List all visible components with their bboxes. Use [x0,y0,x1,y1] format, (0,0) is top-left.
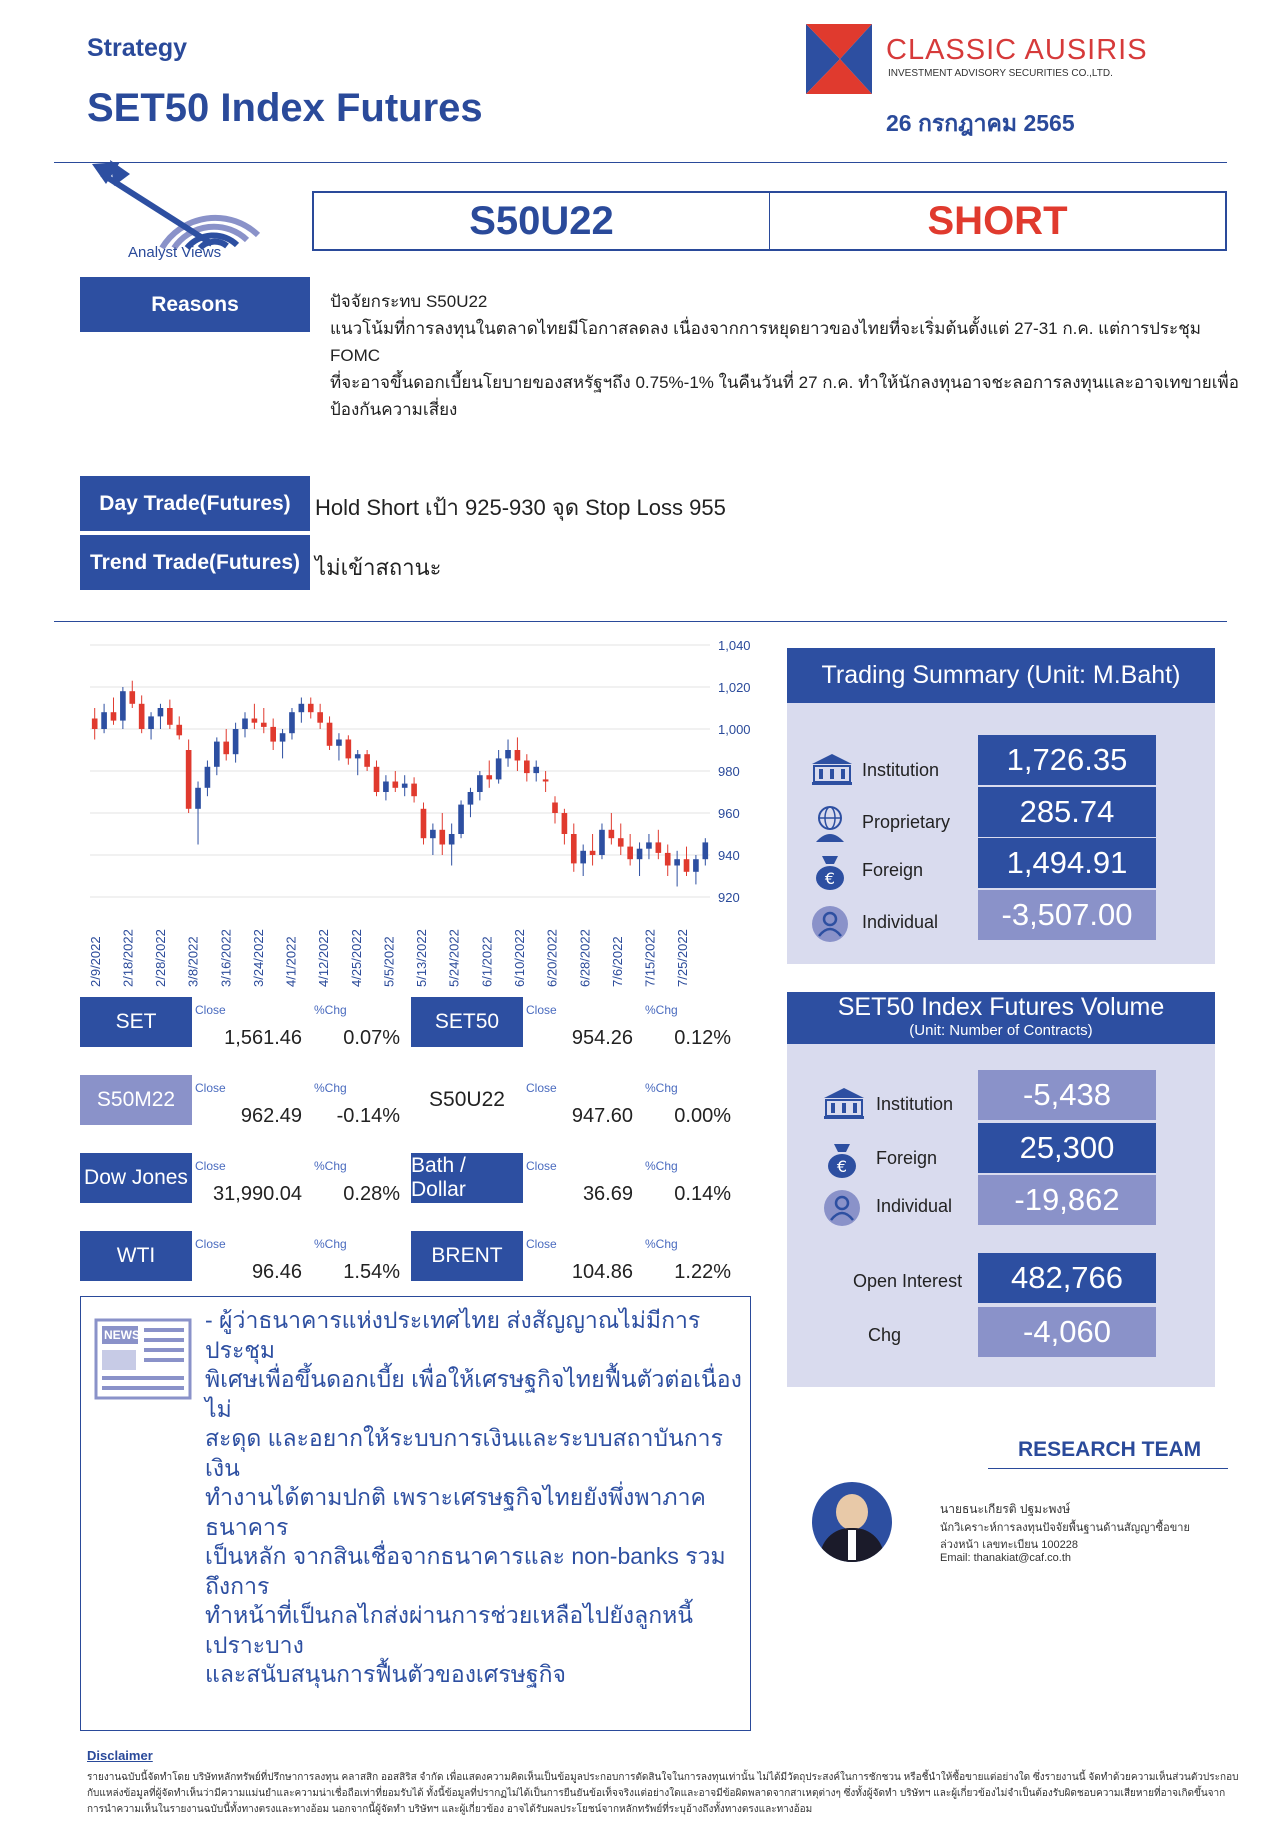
candle-body [111,712,117,720]
reasons-line: แนวโน้มที่การลงทุนในตลาดไทยมีโอกาสลดลง เนื่องจากการหยุดยาวของไทยที่จะเริ่มต้นตั้งแต่ 27-31 ก.ค. แต่การประชุม FOMC [330,319,1201,365]
x-tick-label: 3/8/2022 [185,936,201,987]
row-label: Institution [876,1094,954,1114]
close-label: Close [195,1003,226,1017]
candle-body [515,750,521,761]
market-chg: 0.28% [343,1183,400,1205]
analyst-role: นักวิเคราะห์การลงทุนปัจจัยพื้นฐานด้านสัญญาซื้อขาย [940,1522,1190,1534]
x-tick-label: 2/9/2022 [87,936,103,987]
y-tick-label: 1,020 [718,680,751,695]
company-name: CLASSIC AUSIRIS [886,34,1148,66]
reasons-line: ป้องกันความเสี่ยง [330,400,458,419]
close-label: Close [526,1159,557,1173]
x-tick-label: 6/1/2022 [479,936,495,987]
disclaimer-title: Disclaimer [87,1748,153,1763]
candle-body [158,708,164,716]
news-line: สะดุด และอยากให้ระบบการเงินและระบบสถาบันการเงิน [205,1425,723,1481]
signal-box [312,191,1227,251]
chg-label: %Chg [314,1237,347,1251]
market-chg: 0.07% [343,1027,400,1049]
news-line: และสนับสนุนการฟื้นตัวของเศรษฐกิจ [205,1661,567,1687]
candle-body [684,859,690,872]
report-date: 26 กรกฎาคม 2565 [886,110,1075,136]
market-name: BRENT [411,1231,523,1281]
candle-body [139,704,145,729]
market-close: 104.86 [571,1261,633,1283]
y-tick-label: 920 [718,890,740,905]
candle-body [674,859,680,865]
close-label: Close [526,1237,557,1251]
candle-body [214,742,220,767]
candle-body [195,788,201,809]
x-tick-label: 7/15/2022 [642,929,658,987]
x-tick-label: 6/20/2022 [544,929,560,987]
news-icon-label: NEWS [104,1328,140,1342]
y-tick-label: 960 [718,806,740,821]
candle-body [618,838,624,846]
x-tick-label: 2/28/2022 [153,929,169,987]
news-line: ทำงานได้ตามปกติ เพราะเศรษฐกิจไทยยังพึ่งพาภาคธนาคาร [205,1484,706,1540]
market-close: 1,561.46 [224,1027,302,1049]
candle-body [252,719,258,723]
candle-body [421,809,427,838]
candle-body [543,779,549,781]
market-close: 947.60 [571,1105,633,1127]
y-tick-label: 1,040 [718,638,751,653]
x-tick-label: 5/24/2022 [446,929,462,987]
x-tick-label: 7/25/2022 [675,929,691,987]
user-icon [822,1188,862,1233]
candle-body [411,784,417,797]
reasons-label: Reasons [80,277,310,332]
market-close: 31,990.04 [213,1183,302,1205]
bank-icon [810,752,854,791]
y-tick-label: 940 [718,848,740,863]
candle-body [374,767,380,792]
market-close: 96.46 [251,1261,302,1283]
signal-symbol: S50U22 [314,193,770,249]
signal-position: SHORT [927,198,1068,243]
euro-bag-icon [822,1140,862,1185]
divider [988,1468,1228,1469]
chg-label: %Chg [314,1003,347,1017]
news-line: พิเศษเพื่อขึ้นดอกเบี้ย เพื่อให้เศรษฐกิจไทยฟื้นตัวต่อเนื่อง ไม่ [205,1366,742,1422]
analyst-views-label: Analyst Views [128,244,222,261]
candle-body [355,754,361,758]
candle-body [468,792,474,805]
candle-body [637,849,643,860]
candle-body [129,691,135,704]
row-label: Proprietary [862,812,951,832]
market-name: Dow Jones [80,1153,192,1203]
y-tick-label: 980 [718,764,740,779]
candle-body [383,782,389,793]
market-chg: -0.14% [336,1105,400,1127]
candle-body [533,767,539,773]
market-name: Bath / Dollar [411,1153,523,1203]
open-interest-label: Open Interest [853,1271,963,1291]
candle-body [524,761,530,774]
market-close: 36.69 [582,1183,633,1205]
day-trade-value: Hold Short เป้า 925-930 จุด Stop Loss 955 [315,495,726,520]
candle-body [402,784,408,788]
chg-label: %Chg [645,1003,678,1017]
news-line: เป็นหลัก จากสินเชื่อจากธนาคารและ non-banks รวมถึงการ [205,1543,726,1599]
trend-trade-label: Trend Trade(Futures) [80,535,310,590]
candle-body [599,830,605,855]
candle-body [120,691,126,720]
row-value: -5,438 [978,1070,1156,1120]
candle-body [665,853,671,866]
y-tick-label: 1,000 [718,722,751,737]
candle-body [580,851,586,864]
candle-body [148,716,154,729]
analyst-license: ล่วงหน้า เลขทะเบียน 100228 [940,1539,1078,1551]
oi-chg-value: -4,060 [978,1307,1156,1357]
candle-body [477,775,483,792]
candle-body [186,750,192,809]
trading-summary-title: Trading Summary (Unit: M.Baht) [787,648,1215,703]
market-name: S50M22 [80,1075,192,1125]
market-chg: 0.14% [674,1183,731,1205]
candle-body [336,740,342,746]
row-value: 285.74 [978,787,1156,837]
analyst-email[interactable]: Email: thanakiat@caf.co.th [940,1552,1072,1564]
x-tick-label: 5/5/2022 [381,936,397,987]
row-label: Individual [876,1196,953,1216]
chg-label: %Chg [645,1237,678,1251]
market-name: SET [80,997,192,1047]
candle-body [205,767,211,788]
candle-body [505,750,511,758]
x-tick-label: 2/18/2022 [120,929,136,987]
candle-body [693,859,699,872]
chg-label: %Chg [645,1159,678,1173]
x-tick-label: 4/12/2022 [316,929,332,987]
x-tick-label: 3/16/2022 [218,929,234,987]
candle-body [223,742,229,755]
candle-body [233,729,239,754]
research-team-title: RESEARCH TEAM [1018,1438,1202,1461]
market-chg: 1.22% [674,1261,731,1283]
candle-body [299,704,305,712]
market-name: S50U22 [429,1088,505,1111]
candle-body [571,834,577,863]
candle-body [364,754,370,767]
candle-body [552,803,558,814]
row-label: Foreign [876,1148,938,1168]
candle-body [627,847,633,860]
close-label: Close [195,1159,226,1173]
company-subtitle: INVESTMENT ADVISORY SECURITIES CO.,LTD. [888,68,1113,79]
candle-body [590,851,596,855]
x-tick-label: 4/25/2022 [348,929,364,987]
candle-body [439,830,445,845]
day-trade-label: Day Trade(Futures) [80,476,310,531]
market-chg: 0.00% [674,1105,731,1127]
euro-bag-icon [810,852,850,897]
user-icon [810,904,850,949]
candle-body [656,842,662,853]
x-tick-label: 4/1/2022 [283,936,299,987]
candle-body [92,719,98,730]
row-value: -19,862 [978,1175,1156,1225]
x-tick-label: 5/13/2022 [414,929,430,987]
close-label: Close [195,1237,226,1251]
x-tick-label: 3/24/2022 [250,929,266,987]
market-chg: 0.12% [674,1027,731,1049]
x-tick-label: 6/10/2022 [512,929,527,987]
analyst-name: นายธนะเกียรติ ปฐมะพงษ์ [940,1502,1071,1516]
candle-body [609,830,615,838]
futures-volume-header [787,992,1215,1044]
row-value: 1,726.35 [978,735,1156,785]
market-name: SET50 [411,997,523,1047]
futures-volume-subtitle: (Unit: Number of Contracts) [909,1022,1093,1039]
target-icon [92,160,262,255]
candle-body [449,834,455,845]
disclaimer-text: รายงานฉบับนี้จัดทำโดย บริษัทหลักทรัพย์ที่ปรึกษาการลงทุน คลาสสิก ออสสิริส จำกัด เพื่อแสดงความคิดเห็นเป็นข้อมูลประกอบการตัดสินใจในการลงทุนเท่านั้น ไม่ได้มีวัตถุประสงค์ในการชักชวน หรือชี้นำให้ซื้อขายแต่อย่างใด ซึ่งรายงานนี้ จัดทำด้วยความเห็นส่วนตัวประกอบกับแหล่งข้อมูลที่ผู้จัดทำเห็นว่ามีความแม่นยำและความน่าเชื่อถือเท่าที่ยอมรับได้ ทั้งนี้ข้อมูลที่ปรากฏไม่ได้เป็นการยืนยันข้อเท็จจริงแต่อย่างใดและอาจมีข้อผิดพลาดจากสาเหตุต่างๆ ซึ่งทั้งผู้จัดทำ บริษัทฯ และผู้เกี่ยวข้องไม่จำเป็นต้องรับผิดชอบความเสียหายที่อาจเกิดขึ้นจากการนำความเห็นในรายงานฉบับนี้ทั้งทางตรงและทางอ้อม นอกจากนี้ผู้จัดทำ บริษัทฯ และผู้เกี่ยวข้อง อาจได้รับผลประโยชน์จากหลักทรัพย์ที่ระบุอ้างถึงทั้งทางตรงและทางอ้อม [87,1772,1239,1815]
x-tick-label: 6/28/2022 [577,929,593,987]
close-label: Close [526,1081,557,1095]
market-name: WTI [80,1231,192,1281]
candle-body [280,733,286,741]
price-chart [80,637,800,997]
candle-body [327,723,333,746]
market-close: 962.49 [240,1105,302,1127]
x-tick-label: 7/6/2022 [609,936,625,987]
oi-chg-label: Chg [868,1325,902,1345]
row-label: Institution [862,760,940,780]
market-chg: 1.54% [343,1261,400,1283]
news-line: - ผู้ว่าธนาคารแห่งประเทศไทย ส่งสัญญาณไม่มีการประชุม [205,1307,701,1363]
svg-text:€: € [836,1157,848,1176]
globe-user-icon [810,804,850,849]
reasons-line: ที่จะอาจขึ้นดอกเบี้ยนโยบายของสหรัฐฯถึง 0.75%-1% ในคืนวันที่ 27 ก.ค. ทำให้นักลงทุนอาจชะลอการลงทุนและอาจเทขายเพื่อ [330,373,1239,392]
candle-body [242,719,248,730]
candle-body [261,723,267,727]
candle-body [346,740,352,759]
candle-body [496,758,502,779]
candle-body [176,725,182,736]
trend-trade-value: ไม่เข้าสถานะ [315,555,442,580]
candle-body [458,805,464,834]
news-line: ทำหน้าที่เป็นกลไกส่งผ่านการช่วยเหลือไปยังลูกหนี้เปราะบาง [205,1602,694,1658]
news-text [205,1306,745,1690]
candle-body [101,712,107,729]
candle-body [317,712,323,723]
candle-body [392,782,398,788]
chg-label: %Chg [645,1081,678,1095]
row-value: -3,507.00 [978,890,1156,940]
candle-body [270,727,276,742]
reasons-text [330,288,1245,423]
candle-body [486,775,492,779]
close-label: Close [526,1003,557,1017]
candle-body [646,842,652,848]
divider [54,621,1227,622]
market-close: 954.26 [571,1027,633,1049]
candle-body [562,813,568,834]
svg-text:€: € [824,869,836,888]
company-logo-icon [806,24,872,94]
candle-body [430,830,436,838]
chg-label: %Chg [314,1159,347,1173]
candle-body [308,704,314,712]
row-value: 25,300 [978,1123,1156,1173]
page-title: SET50 Index Futures [87,86,483,130]
row-label: Individual [862,912,939,932]
chg-label: %Chg [314,1081,347,1095]
category-label: Strategy [87,34,188,62]
candle-body [289,712,295,733]
avatar [812,1482,892,1562]
reasons-line: ปัจจัยกระทบ S50U22 [330,292,488,311]
row-value: 1,494.91 [978,838,1156,888]
candle-body [167,708,173,725]
open-interest-value: 482,766 [978,1253,1156,1303]
row-label: Foreign [862,860,924,880]
close-label: Close [195,1081,226,1095]
futures-volume-title: SET50 Index Futures Volume [837,993,1165,1021]
candle-body [702,842,708,859]
bank-icon [822,1086,866,1125]
